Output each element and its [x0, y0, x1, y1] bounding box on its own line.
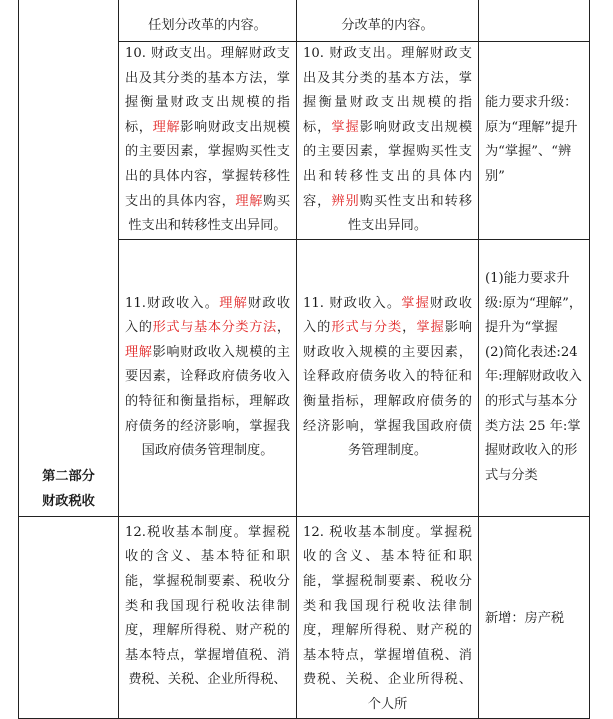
- highlight-text: 形式与基本分类方法: [152, 320, 277, 336]
- table-row: [19, 516, 590, 718]
- note-point-2: (2)简化表述:24 年:理解财政收入的形式与基本分类方法 25 年:掌握财政收入的形式与分类: [485, 344, 582, 483]
- part-label-continued: [19, 516, 119, 718]
- highlight-text: 辨别: [331, 193, 360, 209]
- highlight-text: 掌握: [331, 119, 360, 135]
- highlight-text: 掌握: [416, 320, 445, 336]
- change-note-cell: [479, 239, 590, 516]
- change-note-cell: 能力要求升级：原为“理解”提升为“掌握”、“辨别”: [479, 42, 590, 240]
- highlight-text: 理解: [152, 119, 181, 135]
- highlight-text: 理解: [235, 193, 264, 209]
- highlight-text: 理解: [125, 344, 153, 360]
- comparison-table: [18, 0, 590, 719]
- change-note-cell: [479, 0, 590, 42]
- highlight-text: 掌握: [401, 295, 431, 311]
- change-note-cell: 新增：房产税: [479, 516, 590, 718]
- old-syllabus-cell: 10. 财政支出。理解财政支出及其分类的基本方法，掌握衡量财政支出规模的指标，理解影响财政支出规模的主要因素，掌握购买性支出的具体内容，掌握转移性支出的具体内容，理解购买性支出和转移性支出异同。: [119, 42, 297, 240]
- new-syllabus-cell: 分改革的内容。: [297, 0, 479, 42]
- old-syllabus-cell: 任划分改革的内容。: [119, 0, 297, 42]
- part-label: [19, 0, 119, 516]
- highlight-text: 形式与分类: [331, 320, 403, 336]
- old-syllabus-cell: 12.税收基本制度。掌握税收的含义、基本特征和职能，掌握税制要素、税收分类和我国现行税收法律制度，理解所得税、财产税的基本特点，掌握增值税、消费税、关税、企业所得税、: [119, 516, 297, 718]
- highlight-text: 理解: [219, 295, 249, 311]
- old-syllabus-cell: 11.财政收入。理解财政收入的形式与基本分类方法，理解影响财政收入规模的主要因素，诠释政府债务收入的特征和衡量指标，理解政府债务的经济影响，掌握我国政府债务管理制度。: [119, 239, 297, 516]
- new-syllabus-cell: 12. 税收基本制度。掌握税收的含义、基本特征和职能，掌握税制要素、税收分类和我国现行税收法律制度，理解所得税、财产税的基本特点，掌握增值税、消费税、关税、企业所得税、个人所: [297, 516, 479, 718]
- table-row: [19, 0, 590, 42]
- part-line2: 财政税收: [42, 493, 95, 509]
- new-syllabus-cell: 11. 财政收入。掌握财政收入的形式与分类，掌握影响财政收入规模的主要因素，诠释政府债务收入的特征和衡量指标，理解政府债务的经济影响，掌握我国政府债务管理制度。: [297, 239, 479, 516]
- note-point-1: (1)能力要求升级:原为“理解”，提升为“掌握: [485, 271, 583, 336]
- new-syllabus-cell: 10. 财政支出。理解财政支出及其分类的基本方法，掌握衡量财政支出规模的指标，掌握影响财政支出规模的主要因素，掌握购买性支出和转移性支出的具体内容，辨别购买性支出和转移性支出异同。: [297, 42, 479, 240]
- part-line1: 第二部分: [42, 468, 95, 484]
